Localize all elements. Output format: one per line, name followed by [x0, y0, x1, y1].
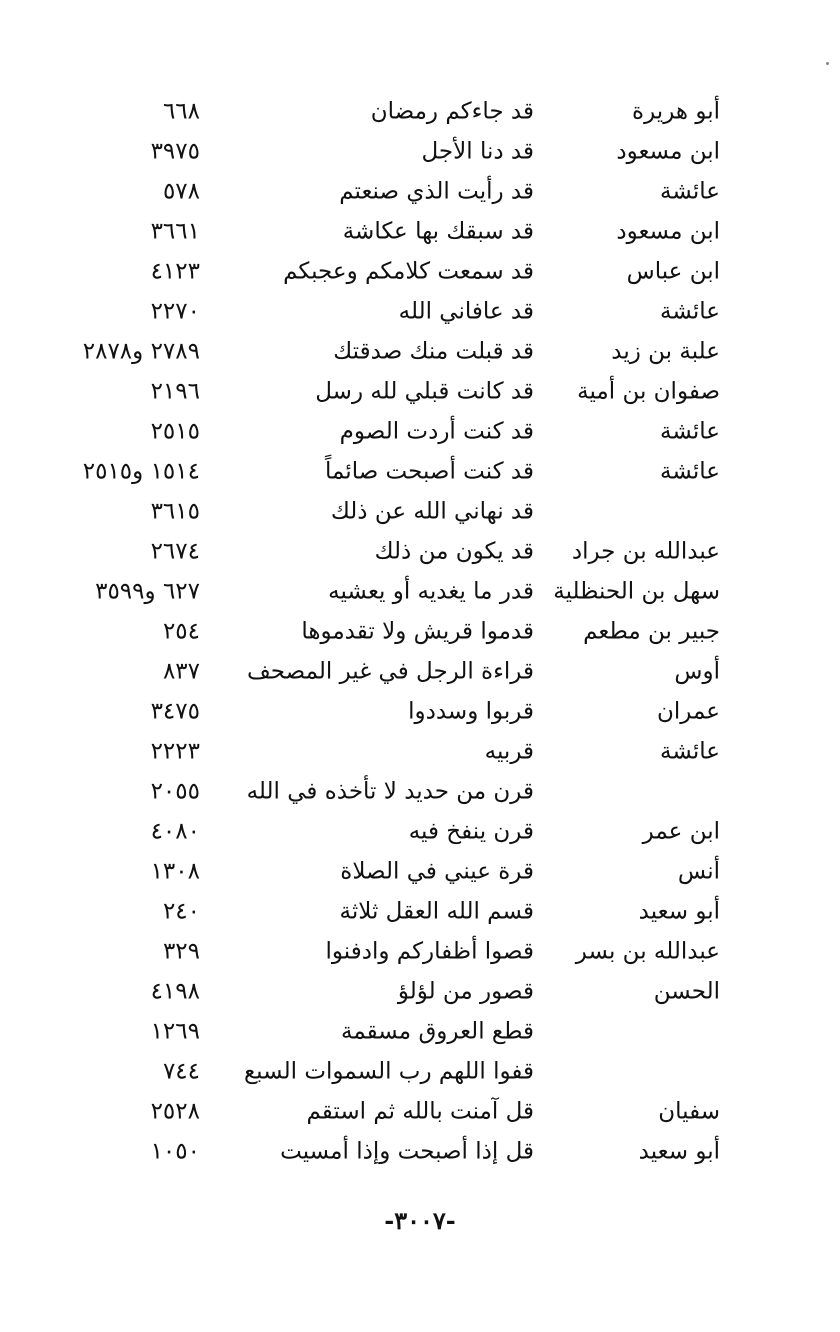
narrator-name: جبير بن مطعم — [583, 618, 720, 645]
narrator-name: ابن عمر — [642, 818, 720, 845]
hadith-text: قدر ما يغديه أو يعشيه — [328, 578, 534, 605]
hadith-text: قد عافاني الله — [398, 298, 534, 325]
hadith-index-list — [0, 92, 840, 1172]
hadith-text: قد نهاني الله عن ذلك — [330, 498, 534, 525]
index-row — [0, 212, 840, 252]
narrator-name: ابن عباس — [626, 258, 720, 285]
hadith-text: قدموا قريش ولا تقدموها — [301, 618, 534, 645]
hadith-text: قرن من حديد لا تأخذه في الله — [246, 778, 534, 805]
index-row — [0, 772, 840, 812]
hadith-number: ١٥١٤ و٢٥١٥ — [82, 458, 200, 485]
hadith-text: قد كانت قبلي لله رسل — [315, 378, 534, 405]
hadith-number: ٤٠٨٠ — [150, 818, 200, 845]
index-row — [0, 332, 840, 372]
index-row — [0, 692, 840, 732]
index-row — [0, 732, 840, 772]
index-row — [0, 1012, 840, 1052]
hadith-number: ٢٦٧٤ — [150, 538, 200, 565]
hadith-number: ٣٦١٥ — [150, 498, 200, 525]
narrator-name: أوس — [674, 658, 720, 685]
narrator-name: عائشة — [660, 178, 720, 205]
index-row — [0, 412, 840, 452]
narrator-name: عبدالله بن جراد — [571, 538, 720, 565]
hadith-number: ٤١٩٨ — [150, 978, 200, 1005]
narrator-name: أنس — [677, 858, 720, 885]
hadith-text: قفوا اللهم رب السموات السبع — [243, 1058, 534, 1085]
hadith-number: ٨٣٧ — [162, 658, 200, 685]
index-row — [0, 172, 840, 212]
hadith-text: قل إذا أصبحت وإذا أمسيت — [280, 1138, 534, 1165]
hadith-number: ٢٢٢٣ — [150, 738, 200, 765]
index-row — [0, 132, 840, 172]
narrator-name: علبة بن زيد — [611, 338, 720, 365]
hadith-number: ٢٠٥٥ — [150, 778, 200, 805]
index-row — [0, 1052, 840, 1092]
narrator-name: أبو سعيد — [638, 1138, 720, 1165]
hadith-text: قد كنت أردت الصوم — [339, 418, 534, 445]
hadith-text: قد كنت أصبحت صائماً — [324, 458, 534, 485]
index-row — [0, 92, 840, 132]
narrator-name: عائشة — [660, 418, 720, 445]
hadith-number: ٢٥٢٨ — [150, 1098, 200, 1125]
hadith-text: قد سمعت كلامكم وعجبكم — [283, 258, 534, 285]
hadith-number: ٢٥٤ — [162, 618, 200, 645]
index-row — [0, 932, 840, 972]
narrator-name: الحسن — [653, 978, 720, 1005]
index-row — [0, 292, 840, 332]
index-row — [0, 892, 840, 932]
hadith-number: ٣٤٧٥ — [150, 698, 200, 725]
index-row — [0, 532, 840, 572]
hadith-text: قد جاءكم رمضان — [370, 98, 534, 125]
narrator-name: عائشة — [660, 458, 720, 485]
narrator-name: عائشة — [660, 298, 720, 325]
hadith-text: قد رأيت الذي صنعتم — [339, 178, 534, 205]
hadith-text: قرة عيني في الصلاة — [340, 858, 534, 885]
hadith-text: قربوا وسددوا — [408, 698, 534, 725]
index-row — [0, 572, 840, 612]
narrator-name: عمران — [657, 698, 720, 725]
index-row — [0, 492, 840, 532]
narrator-name: سهل بن الحنظلية — [553, 578, 720, 605]
narrator-name: عبدالله بن بسر — [575, 938, 720, 965]
hadith-number: ٣٢٩ — [162, 938, 200, 965]
narrator-name: عائشة — [660, 738, 720, 765]
narrator-name: ابن مسعود — [616, 218, 720, 245]
hadith-number: ٤١٢٣ — [150, 258, 200, 285]
index-row — [0, 852, 840, 892]
hadith-text: قربيه — [484, 738, 534, 765]
narrator-name: أبو هريرة — [632, 98, 720, 125]
index-row — [0, 972, 840, 1012]
hadith-number: ٢٤٠ — [162, 898, 200, 925]
page-number: -٣٠٠٧- — [384, 1206, 456, 1235]
hadith-text: قد قبلت منك صدقتك — [333, 338, 534, 365]
index-row — [0, 452, 840, 492]
index-row — [0, 612, 840, 652]
narrator-name: ابن مسعود — [616, 138, 720, 165]
narrator-name: صفوان بن أمية — [577, 378, 720, 405]
hadith-number: ٢٧٨٩ و٢٨٧٨ — [82, 338, 200, 365]
hadith-number: ٦٦٨ — [162, 98, 200, 125]
hadith-number: ١٣٠٨ — [150, 858, 200, 885]
hadith-number: ٧٤٤ — [162, 1058, 200, 1085]
hadith-number: ١٢٦٩ — [150, 1018, 200, 1045]
hadith-text: قد يكون من ذلك — [374, 538, 534, 565]
hadith-number: ٣٦٦١ — [150, 218, 200, 245]
hadith-text: قد دنا الأجل — [421, 138, 534, 165]
index-row — [0, 812, 840, 852]
hadith-text: قراءة الرجل في غير المصحف — [246, 658, 534, 685]
hadith-text: قطع العروق مسقمة — [341, 1018, 534, 1045]
index-row — [0, 372, 840, 412]
hadith-number: ٢١٩٦ — [150, 378, 200, 405]
hadith-number: ٥٧٨ — [162, 178, 200, 205]
hadith-text: قصور من لؤلؤ — [397, 978, 534, 1005]
hadith-text: قد سبقك بها عكاشة — [342, 218, 534, 245]
hadith-number: ٣٩٧٥ — [150, 138, 200, 165]
hadith-number: ١٠٥٠ — [150, 1138, 200, 1165]
hadith-number: ٦٢٧ و٣٥٩٩ — [95, 578, 200, 605]
index-row — [0, 252, 840, 292]
hadith-text: قسم الله العقل ثلاثة — [339, 898, 534, 925]
index-row — [0, 1132, 840, 1172]
narrator-name: سفيان — [658, 1098, 720, 1125]
hadith-number: ٢٢٧٠ — [150, 298, 200, 325]
hadith-text: قل آمنت بالله ثم استقم — [306, 1098, 534, 1125]
narrator-name: أبو سعيد — [638, 898, 720, 925]
index-row — [0, 652, 840, 692]
hadith-text: قرن ينفخ فيه — [408, 818, 534, 845]
margin-speck — [826, 62, 829, 65]
hadith-number: ٢٥١٥ — [150, 418, 200, 445]
index-row — [0, 1092, 840, 1132]
hadith-text: قصوا أظفاركم وادفنوا — [325, 938, 534, 965]
